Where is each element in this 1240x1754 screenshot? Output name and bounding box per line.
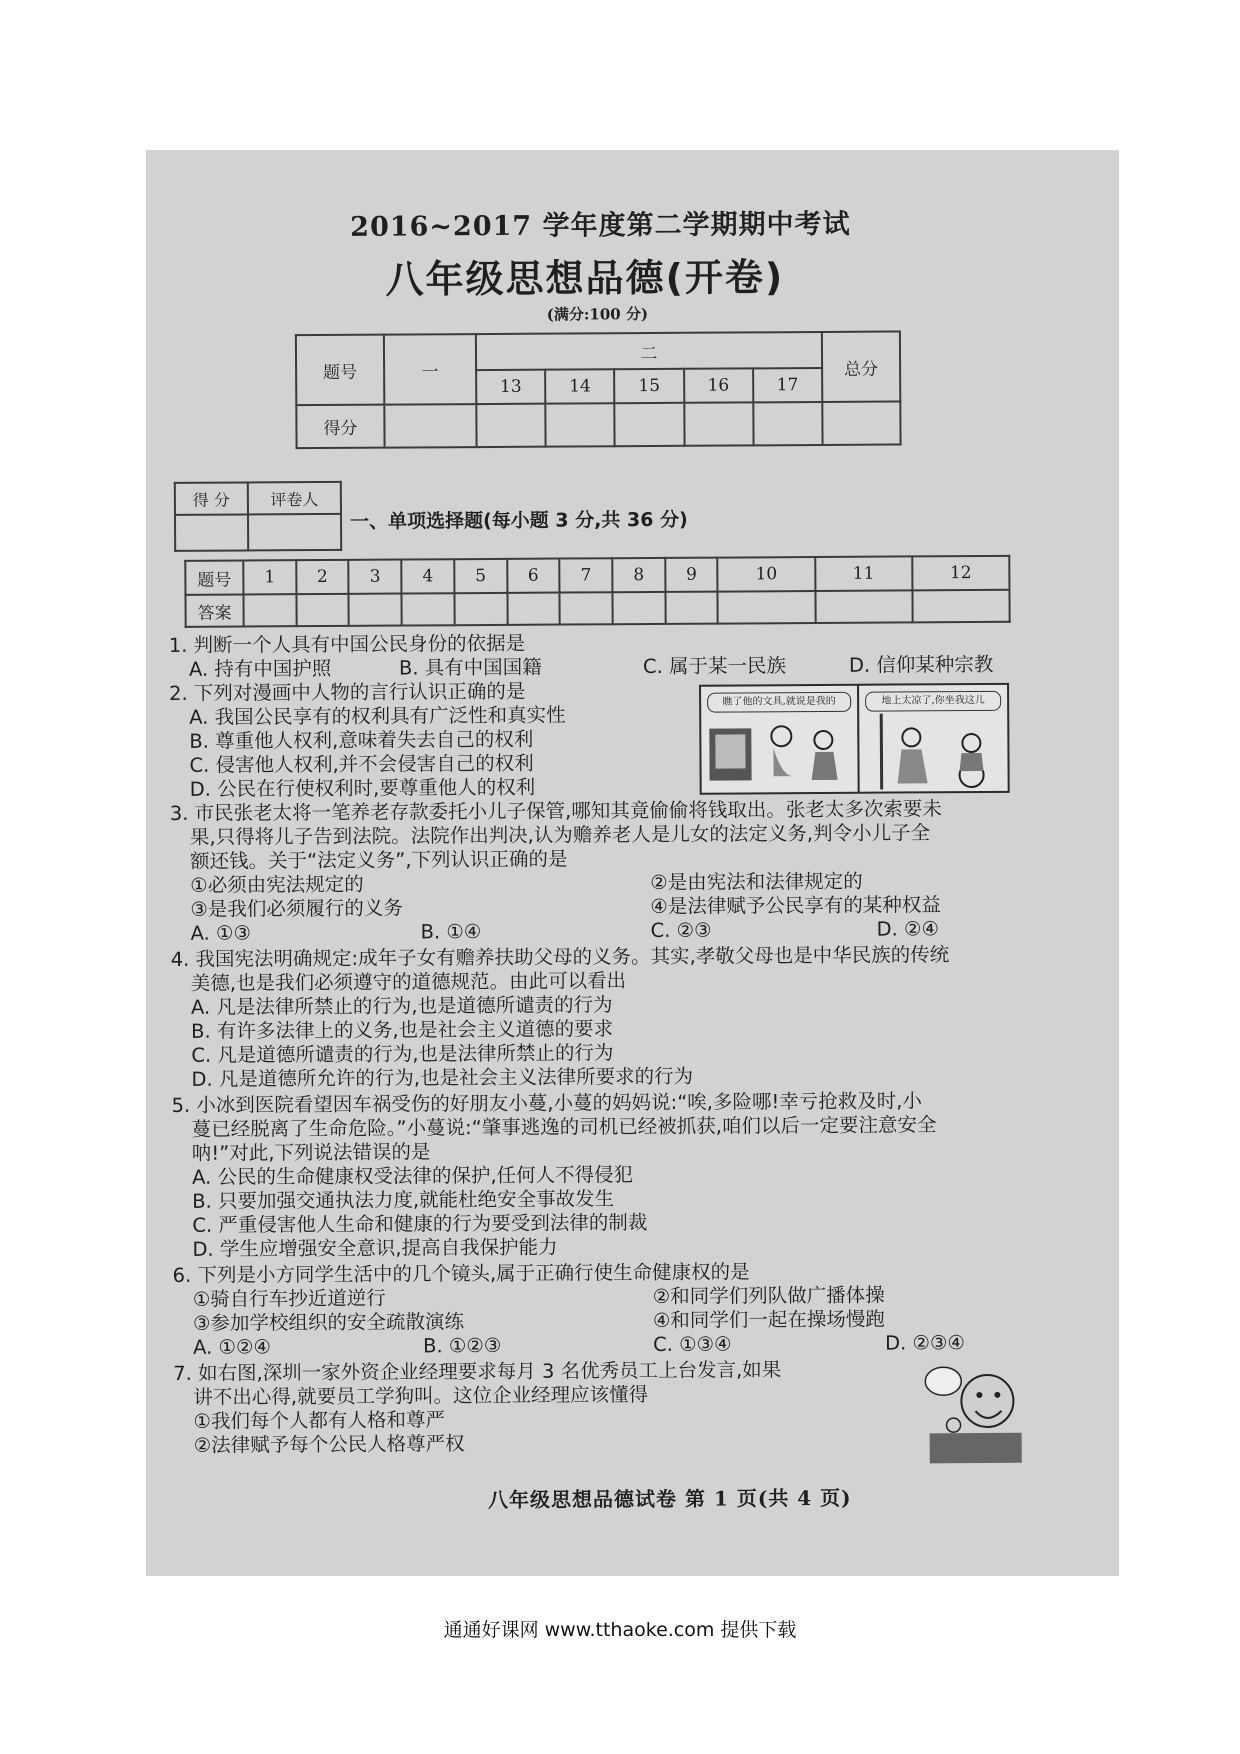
score-summary-table [295,330,902,449]
exam-term-title: 2016~2017 学年度第二学期期中考试 [350,208,851,243]
grader-name-label: 评卷人 [248,482,341,515]
question-4-stem-line-2: 美德,也是我们必须遵守的道德规范。由此可以看出 [190,969,627,995]
answer-cell[interactable] [718,591,815,624]
score-table-q14: 14 [545,369,614,403]
answer-grid-number: 9 [665,558,718,592]
cartoon-panel-left [699,684,860,795]
answer-cell[interactable] [560,592,613,624]
answer-cell[interactable] [815,590,912,623]
question-6-option-c: C. ①③④ [652,1332,732,1357]
question-5-stem-line-3: 呐!”对此,下列说法错误的是 [191,1140,431,1165]
question-2-option-d: D. 公民在行使权利时,要尊重他人的权利 [189,775,536,801]
score-table-total: 总分 [822,331,900,401]
cartoon-right-caption: 地上太凉了,你坐我这儿 [865,691,1001,712]
answer-cell[interactable] [612,592,665,624]
question-5-stem-line-1: 5. 小冰到医院看望因车祸受伤的好朋友小蔓,小蔓的妈妈说:“唉,多险哪!幸亏抢救及时,小 [171,1089,923,1117]
answer-grid-number: 8 [612,558,665,592]
score-table-section-one: 一 [384,334,476,405]
answer-grid-number-label: 题号 [185,560,243,594]
question-4-option-b: B. 有许多法律上的义务,也是社会主义道德的要求 [191,1017,614,1043]
question-2-option-b: B. 尊重他人权利,意味着失去自己的权利 [189,727,534,753]
score-cell[interactable] [384,404,476,448]
score-table-q15: 15 [614,369,683,403]
question-3-stem-line-3: 额还钱。关于“法定义务”,下列认识正确的是 [190,847,568,873]
answer-cell[interactable] [296,594,349,626]
answer-grid-number: 7 [560,558,613,592]
question-5-option-d: D. 学生应增强安全意识,提高自我保护能力 [192,1235,558,1261]
question-3-stem-line-1: 3. 市民张老太将一笔养老存款委托小儿子保管,哪知其竟偷偷将钱取出。张老太多次索要未 [169,797,942,825]
question-3-statement-1: ①必须由宪法规定的 [190,872,364,897]
question-4-option-a: A. 凡是法律所禁止的行为,也是道德所谴责的行为 [190,993,613,1019]
question-3-statement-3: ③是我们必须履行的义务 [190,896,403,921]
question-1-option-b: B. 具有中国国籍 [398,655,542,680]
answer-grid-number: 5 [454,559,507,593]
question-3-option-a: A. ①③ [190,921,251,945]
question-4-option-c: C. 凡是道德所谴责的行为,也是法律所禁止的行为 [191,1041,614,1067]
score-table-q16: 16 [684,368,753,402]
score-cell[interactable] [822,401,900,444]
manager-cartoon-icon [923,1361,1024,1466]
question-1-option-d: D. 信仰某种宗教 [848,652,994,677]
question-1-stem: 1. 判断一个人具有中国公民身份的依据是 [168,631,526,657]
exam-paper [160,184,1098,1576]
cartoon-right-illustration-icon [861,713,1005,790]
answer-cell[interactable] [507,593,560,625]
question-6-option-b: B. ①②③ [422,1333,502,1358]
question-3-option-d: D. ②④ [876,917,939,941]
question-5-option-a: A. 公民的生命健康权受法律的保护,任何人不得侵犯 [191,1163,634,1189]
question-6-statement-1: ①骑自行车抄近道逆行 [192,1286,386,1311]
answer-grid-number: 3 [349,560,402,594]
cartoon-left-caption: 瞧了他的文具,就说是我的 [707,692,851,713]
question-7-stem-line-1: 7. 如右图,深圳一家外资企业经理要求每月 3 名优秀员工上台发言,如果 [173,1358,782,1385]
answer-grid-number: 10 [718,557,815,592]
question-5-stem-line-2: 蔓已经脱离了生命危险。”小蔓说:“肇事逃逸的司机已经被抓获,咱们以后一定要注意安全 [191,1113,937,1141]
score-cell[interactable] [615,403,684,446]
grader-table [174,481,342,552]
answer-cell[interactable] [665,592,718,624]
question-2-option-c: C. 侵害他人权利,并不会侵害自己的权利 [189,751,534,777]
question-6-statement-3: ③参加学校组织的安全疏散演练 [192,1310,464,1335]
grader-score-cell[interactable] [175,514,248,550]
question-2-stem: 2. 下列对漫画中人物的言行认识正确的是 [169,679,526,705]
question-1-option-a: A. 持有中国护照 [188,656,332,681]
question-2-option-a: A. 我国公民享有的权利具有广泛性和真实性 [189,703,566,729]
answer-grid-number: 6 [507,559,560,593]
score-cell[interactable] [545,403,614,446]
question-4-option-d: D. 凡是道德所允许的行为,也是社会主义法律所要求的行为 [191,1064,694,1091]
answer-grid-number: 12 [912,556,1009,591]
score-cell[interactable] [753,402,823,445]
score-cell[interactable] [476,404,545,447]
page-footer: 八年级思想品德试卷 第 1 页(共 4 页) [487,1485,852,1513]
question-3-stem-line-2: 果,只得将儿子告到法院。法院作出判决,认为赡养老人是儿女的法定义务,判令小儿子全 [189,821,931,849]
question-6-statement-4: ④和同学们一起在操场慢跑 [652,1307,885,1333]
question-7-statement-1: ①我们每个人都有人格和尊严 [193,1408,446,1433]
grader-name-cell[interactable] [248,514,341,551]
question-7-stem-line-2: 讲不出心得,就要员工学狗叫。这位企业经理应该懂得 [193,1383,649,1409]
score-table-q13: 13 [476,370,545,404]
question-5-option-c: C. 严重侵害他人生命和健康的行为要受到法律的制裁 [192,1211,648,1237]
exam-photo [146,150,1119,1576]
answer-grid [184,555,1010,628]
answer-cell[interactable] [243,594,296,626]
cartoon-left-illustration-icon [703,714,855,791]
question-3-option-b: B. ①④ [420,920,482,944]
answer-cell[interactable] [454,593,507,625]
answer-cell[interactable] [912,590,1009,623]
question-3-option-c: C. ②③ [650,918,712,943]
score-table-score-label: 得分 [296,405,384,449]
grader-score-label: 得 分 [175,482,248,514]
question-6-option-a: A. ①②④ [192,1335,271,1359]
question-6-option-d: D. ②③④ [884,1331,965,1355]
question-7-statement-2: ②法律赋予每个公民人格尊严权 [193,1432,465,1457]
question-6-statement-2: ②和同学们列队做广播体操 [652,1283,885,1309]
question-1-option-c: C. 属于某一民族 [642,654,787,679]
score-table-row-header: 题号 [296,335,384,406]
answer-grid-number: 11 [815,556,912,591]
full-marks: (满分:100 分) [546,305,649,324]
score-cell[interactable] [684,402,753,445]
exam-subject-title: 八年级思想品德(开卷) [385,255,785,302]
answer-grid-number: 2 [296,560,349,594]
section-one-heading: 一、单项选择题(每小题 3 分,共 36 分) [349,508,688,533]
answer-grid-number: 4 [401,559,454,593]
question-4-stem-line-1: 4. 我国宪法明确规定:成年子女有赡养扶助父母的义务。其实,孝敬父母也是中华民族的传统 [170,943,950,971]
answer-cell[interactable] [402,593,455,625]
download-credit: 通通好课网 www.tthaoke.com 提供下载 [443,1619,797,1641]
question-3-statement-2: ②是由宪法和法律规定的 [650,869,863,895]
question-3-statement-4: ④是法律赋予公民享有的某种权益 [650,893,941,919]
score-table-q17: 17 [753,368,822,402]
score-table-section-two: 二 [476,332,822,370]
answer-grid-number: 1 [243,560,296,594]
cartoon-panel-right [857,683,1010,794]
answer-cell[interactable] [349,594,402,626]
question-6-stem: 6. 下列是小方同学生活中的几个镜头,属于正确行使生命健康权的是 [172,1260,750,1287]
question-5-option-b: B. 只要加强交通执法力度,就能杜绝安全事故发生 [192,1187,615,1213]
answer-grid-answer-label: 答案 [185,594,243,626]
